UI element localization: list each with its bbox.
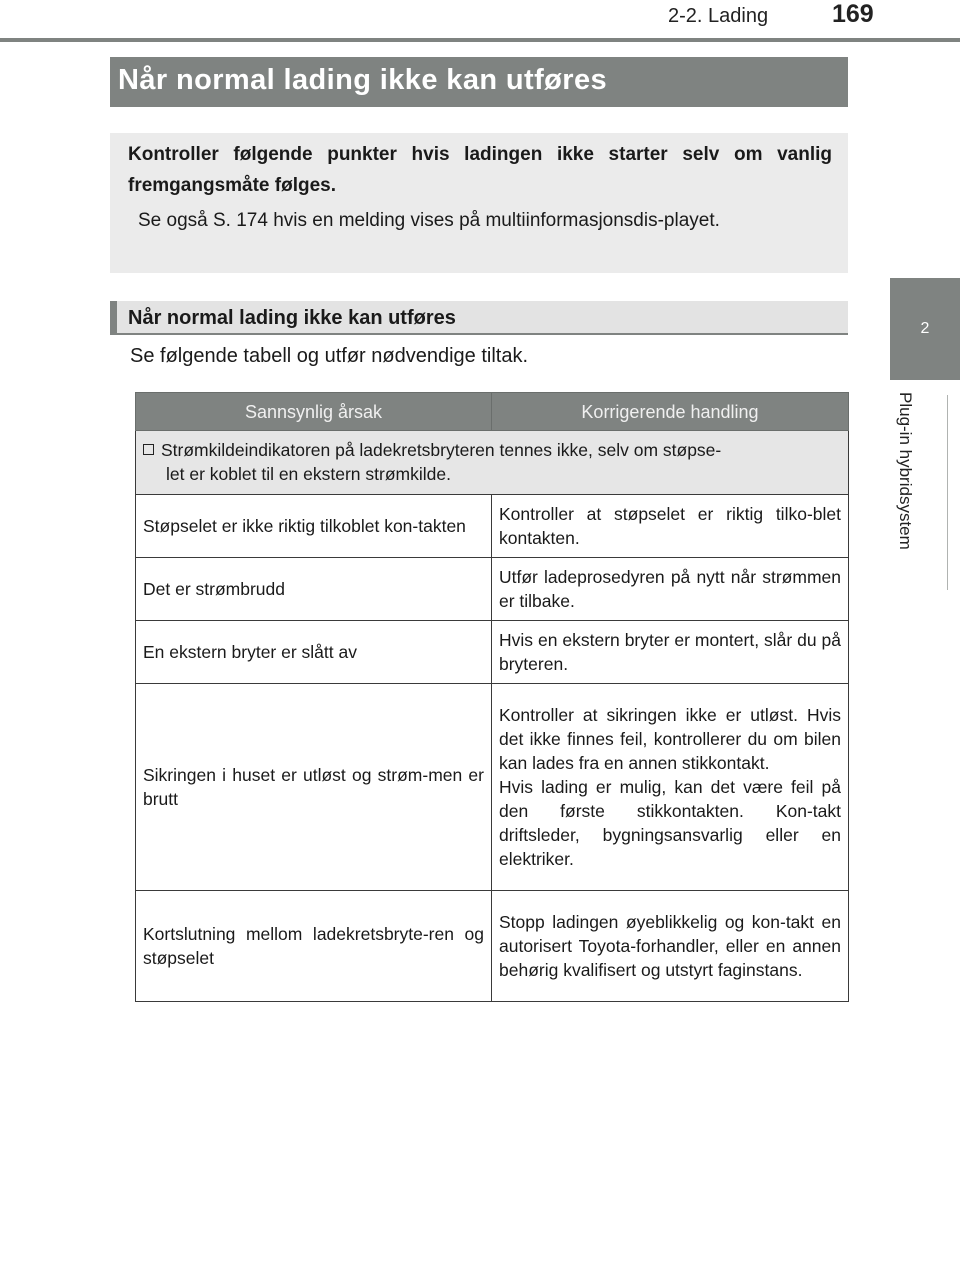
troubleshooting-table [135, 392, 849, 1002]
checkbox-icon [143, 444, 154, 455]
page-title: Når normal lading ikke kan utføres [118, 64, 608, 96]
cause-cell: Kortslutning mellom ladekretsbryte-ren og støpselet [136, 891, 492, 1002]
intro-bold-text: Kontroller følgende punkter hvis ladingen ikke starter selv om vanlig fremgangsmåte følges. [128, 144, 832, 196]
table-row [136, 495, 849, 558]
table-header-row [136, 393, 849, 431]
action-cell: Stopp ladingen øyeblikkelig og kon-takt en autorisert Toyota-forhandler, eller en annen behørig kvalifisert og utstyrt faginstans. [492, 891, 849, 1002]
subheading-bar [110, 301, 848, 335]
cause-cell: Sikringen i huset er utløst og strøm-men er brutt [136, 684, 492, 891]
column-header-cause: Sannsynlig årsak [136, 393, 492, 431]
intro-box [110, 133, 848, 273]
group-heading-cell [136, 431, 849, 495]
column-header-action: Korrigerende handling [492, 393, 849, 431]
group-heading-text-cont: let er koblet til en ekstern strømkilde. [166, 464, 451, 484]
lead-text: Se følgende tabell og utfør nødvendige tiltak. [130, 345, 529, 367]
cause-cell: Det er strømbrudd [136, 558, 492, 621]
table-row [136, 891, 849, 1002]
table-row [136, 621, 849, 684]
chapter-title-vertical [895, 392, 921, 592]
chapter-number: 2 [920, 320, 930, 337]
action-text-part-2: Hvis lading er mulig, kan det være feil på den første stikkontakten. Kon-takt driftsleder, bygningsansvarlig eller en elektriker. [499, 777, 841, 869]
header-divider [0, 38, 960, 42]
cause-cell: En ekstern bryter er slått av [136, 621, 492, 684]
table-row [136, 684, 849, 891]
section-title: 2-2. Lading [668, 5, 769, 27]
subheading: Når normal lading ikke kan utføres [128, 307, 456, 329]
cause-cell: Støpselet er ikke riktig tilkoblet kon-takten [136, 495, 492, 558]
action-text-part-1: Kontroller at sikringen ikke er utløst. Hvis det ikke finnes feil, kontrollerer du om bilen kan lades fra en annen stikkontakt. [499, 705, 841, 773]
action-cell: Hvis en ekstern bryter er montert, slår du på bryteren. [492, 621, 849, 684]
chapter-title: Plug-in hybridsystem [896, 392, 915, 550]
group-heading-text: Strømkildeindikatoren på ladekretsbryteren tennes ikke, selv om støpse- [161, 440, 722, 460]
page-number: 169 [832, 0, 874, 28]
action-cell [492, 684, 849, 891]
action-cell: Utfør ladeprosedyren på nytt når strømmen er tilbake. [492, 558, 849, 621]
intro-reference-note: Se også S. 174 hvis en melding vises på multiinformasjonsdis-playet. [138, 210, 720, 231]
chapter-tab[interactable] [890, 278, 960, 380]
table-row [136, 558, 849, 621]
title-bar [110, 57, 848, 107]
side-divider [947, 395, 948, 590]
action-cell: Kontroller at støpselet er riktig tilko-blet kontakten. [492, 495, 849, 558]
group-heading-row [136, 431, 849, 495]
